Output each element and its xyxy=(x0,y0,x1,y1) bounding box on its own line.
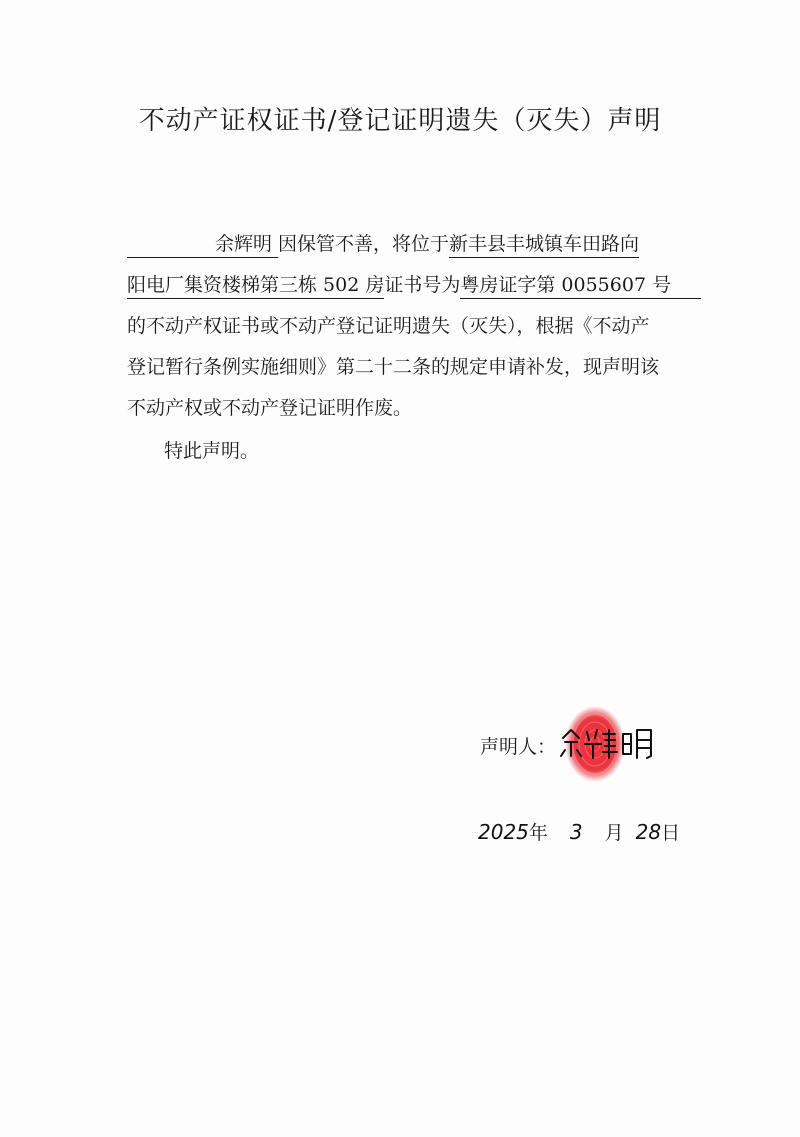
certificate-number-field: 粤房证字第 0055607 号 xyxy=(460,272,701,299)
date-year: 2025 xyxy=(478,820,529,844)
date-month: 3 xyxy=(569,820,583,844)
signature-with-fingerprint-seal xyxy=(553,700,663,790)
body-text-2: 证书号为 xyxy=(384,274,461,296)
address-field-part-1: 新丰县丰城镇车田路向 xyxy=(449,231,639,258)
body-text-1: 因保管不善，将位于 xyxy=(278,233,450,255)
declaration-body xyxy=(127,224,687,429)
body-line-1 xyxy=(127,224,687,265)
body-line-2 xyxy=(127,265,687,306)
date-day-unit: 日 xyxy=(661,822,681,844)
closing-statement: 特此声明。 xyxy=(164,440,260,462)
body-line-4: 登记暂行条例实施细则》第二十二条的规定申请补发，现声明该 xyxy=(127,356,660,378)
date-month-unit: 月 xyxy=(604,822,624,844)
body-line-3: 的不动产权证书或不动产登记证明遗失（灭失），根据《不动产 xyxy=(127,315,650,337)
declarant-label: 声明人： xyxy=(480,736,557,758)
body-line-5: 不动产权或不动产登记证明作废。 xyxy=(127,397,413,419)
document-title: 不动产证权证书/登记证明遗失（灭失）声明 xyxy=(138,106,662,136)
address-field-part-2: 阳电厂集资楼梯第三栋 502 房 xyxy=(127,272,384,299)
date-day: 28 xyxy=(635,820,662,844)
date-year-unit: 年 xyxy=(528,822,548,844)
owner-name-field: 余辉明 xyxy=(127,231,278,258)
declaration-date xyxy=(478,818,680,845)
